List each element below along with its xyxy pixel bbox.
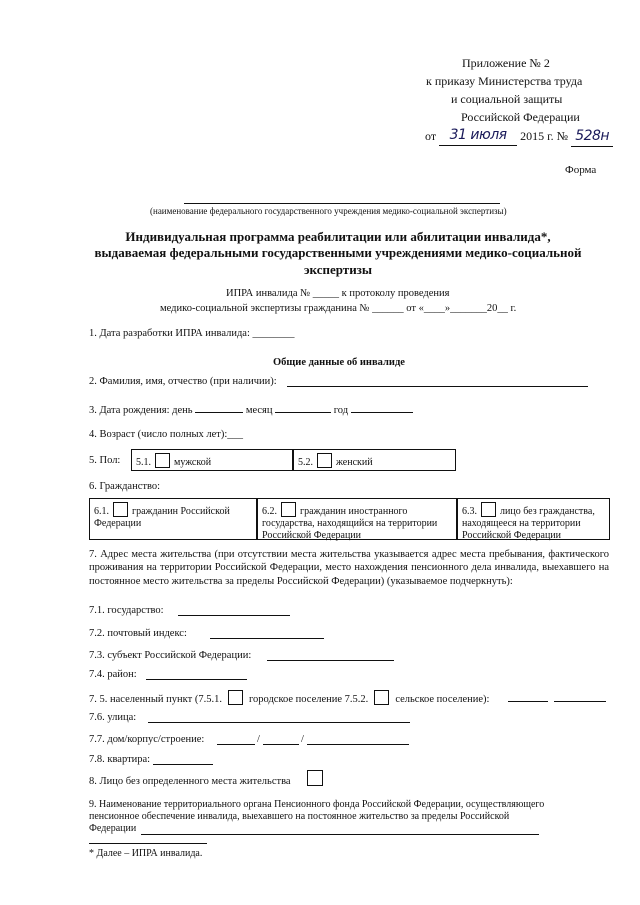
rf-label-2: Федерации: [94, 518, 142, 529]
urban-checkbox[interactable]: [228, 690, 243, 705]
region-field[interactable]: [267, 660, 394, 661]
homeless-label: 8. Лицо без определенного места жительства: [89, 776, 291, 787]
house-label: 7.7. дом/корпус/строение:: [89, 734, 205, 745]
settlement-field-2[interactable]: [554, 701, 606, 702]
apartment-label: 7.8. квартира:: [89, 754, 151, 765]
male-checkbox[interactable]: [155, 453, 170, 468]
pension-fund-line-2: пенсионное обеспечение инвалида, выехавшего на постоянное жительство за пределы Российской: [89, 811, 510, 822]
document-title: [88, 229, 588, 278]
postal-code-label: 7.2. почтовый индекс:: [89, 628, 187, 639]
female-number: 5.2.: [298, 457, 313, 468]
stateless-label-2: находящееся на территории: [462, 518, 581, 529]
footnote: * Далее – ИПРА инвалида.: [89, 848, 203, 859]
number-field: [571, 128, 613, 147]
street-label: 7.6. улица:: [89, 712, 137, 723]
citizenship-label: 6. Гражданство:: [89, 481, 160, 492]
stateless-label-3: Российской Федерации: [462, 530, 562, 541]
rf-label-1: гражданин Российской: [132, 506, 230, 517]
birth-date-row: [89, 402, 413, 417]
pension-fund-field[interactable]: [141, 834, 539, 835]
title-line-1: Индивидуальная программа реабилитации или абилитации инвалида*,: [125, 229, 551, 244]
house-field[interactable]: [217, 744, 255, 745]
section-title: Общие данные об инвалиде: [273, 357, 405, 368]
protocol-line-1: ИПРА инвалида № _____ к протоколу проведения: [226, 288, 450, 299]
male-number: 5.1.: [136, 457, 151, 468]
appendix-label: Приложение № 2: [462, 56, 550, 70]
foreign-number: 6.2.: [262, 506, 277, 517]
year-text: 2015 г. №: [520, 129, 569, 143]
birth-date-label: 3. Дата рождения: день: [89, 405, 193, 416]
rural-label: сельское поселение):: [395, 694, 490, 705]
ministry-line: и социальной защиты: [451, 92, 563, 106]
pension-fund-line-3: Федерации: [89, 823, 137, 834]
order-date-line: [425, 128, 613, 147]
street-field[interactable]: [148, 722, 410, 723]
stateless-label-1: лицо без гражданства,: [500, 506, 595, 517]
date-field: [439, 127, 517, 146]
female-checkbox[interactable]: [317, 453, 332, 468]
form-label: Форма: [565, 164, 597, 176]
birth-month-label: месяц: [245, 405, 273, 416]
citizenship-option-rf: [89, 498, 257, 540]
rural-checkbox[interactable]: [374, 690, 389, 705]
title-line-3: экспертизы: [303, 261, 373, 277]
house-slash-2: /: [301, 734, 304, 745]
address-description: 7. Адрес места жительства (при отсутствии места жительства указывается адрес места пребывания, фактического проживания на территории Российской Федерации, место нахождения пенсионного дела инвалида, выехавшего на постоянное место жительства за пределы Российской Федерации) (указываемое подчеркнуть):: [89, 549, 609, 587]
birth-year-field[interactable]: [351, 402, 413, 413]
settlement-field-1[interactable]: [508, 701, 548, 702]
female-label: женский: [336, 457, 373, 468]
house-slash-1: /: [257, 734, 260, 745]
handwritten-number: 528н: [575, 128, 610, 144]
district-field[interactable]: [146, 679, 247, 680]
rf-number: 6.1.: [94, 506, 109, 517]
full-name-field[interactable]: [287, 386, 588, 387]
citizenship-option-foreign: [257, 498, 457, 540]
foreign-label-1: гражданин иностранного: [300, 506, 408, 517]
birth-month-field[interactable]: [275, 402, 331, 413]
sex-label: 5. Пол:: [89, 455, 121, 466]
settlement-row: [89, 690, 489, 706]
region-label: 7.3. субъект Российской Федерации:: [89, 650, 252, 661]
rf-checkbox[interactable]: [113, 502, 128, 517]
urban-label: городское поселение 7.5.2.: [248, 694, 369, 705]
institution-line: [184, 203, 500, 204]
title-line-2: выдаваемая федеральными государственными учреждениями медико-социальной: [94, 245, 582, 261]
apartment-field[interactable]: [153, 764, 213, 765]
state-label: 7.1. государство:: [89, 605, 164, 616]
building-field[interactable]: [263, 744, 299, 745]
age-label: 4. Возраст (число полных лет):___: [89, 429, 244, 440]
foreign-checkbox[interactable]: [281, 502, 296, 517]
settlement-label: 7. 5. населенный пункт (7.5.1.: [89, 694, 222, 705]
foreign-label-2: государства, находящийся на территории: [262, 518, 438, 529]
district-label: 7.4. район:: [89, 669, 137, 680]
citizenship-option-stateless: [457, 498, 610, 540]
sex-option-male: [131, 449, 293, 471]
development-date: 1. Дата разработки ИПРА инвалида: ________: [89, 328, 295, 339]
foreign-label-3: Российской Федерации: [262, 530, 362, 541]
male-label: мужской: [174, 457, 212, 468]
birth-day-field[interactable]: [195, 402, 243, 413]
institution-caption: (наименование федерального государственного учреждения медико-социальной экспертизы): [150, 206, 507, 216]
postal-code-field[interactable]: [210, 638, 324, 639]
date-prefix: от: [425, 129, 437, 143]
footnote-divider: [89, 843, 207, 844]
order-line: к приказу Министерства труда: [426, 74, 583, 88]
country-line: Российской Федерации: [461, 110, 580, 124]
structure-field[interactable]: [307, 744, 409, 745]
handwritten-date: 31 июля: [449, 127, 507, 143]
protocol-line-2: медико-социальной экспертизы гражданина № ______ от «____»_______20__ г.: [160, 303, 517, 314]
birth-year-label: год: [333, 405, 349, 416]
state-field[interactable]: [178, 615, 290, 616]
full-name-label: 2. Фамилия, имя, отчество (при наличии):: [89, 376, 277, 387]
stateless-number: 6.3.: [462, 506, 477, 517]
sex-option-female: [293, 449, 456, 471]
stateless-checkbox[interactable]: [481, 502, 496, 517]
homeless-checkbox[interactable]: [307, 770, 323, 786]
pension-fund-line-1: 9. Наименование территориального органа Пенсионного фонда Российской Федерации, осуществляющего: [89, 799, 545, 810]
